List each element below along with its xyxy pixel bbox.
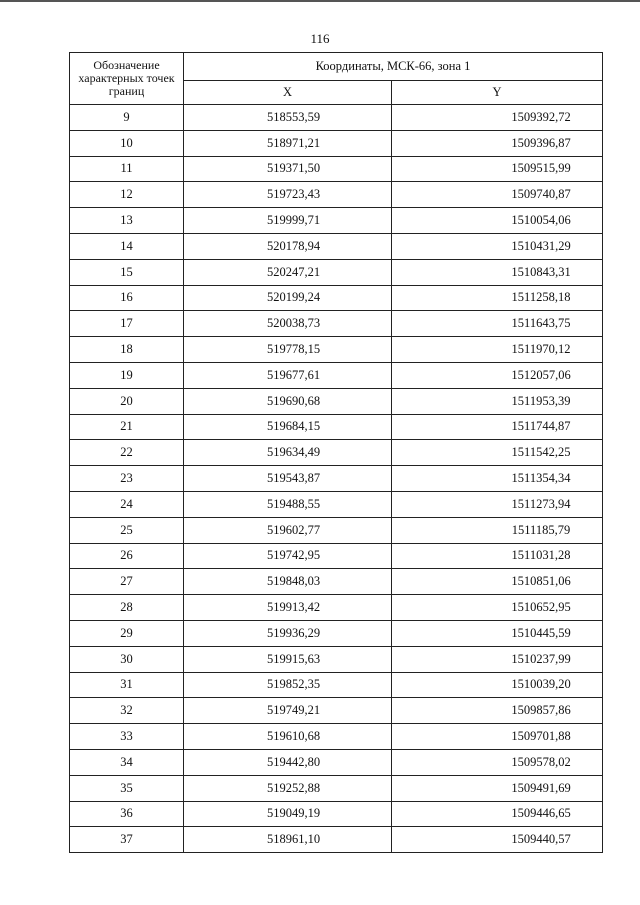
point-cell: 28 bbox=[70, 595, 184, 621]
table-row bbox=[70, 466, 603, 492]
table-row bbox=[70, 620, 603, 646]
x-coordinate-cell: 520199,24 bbox=[184, 285, 392, 311]
point-cell: 10 bbox=[70, 130, 184, 156]
y-coordinate-cell: 1509857,86 bbox=[392, 698, 603, 724]
y-coordinate-cell: 1512057,06 bbox=[392, 362, 603, 388]
x-coordinate-cell: 519049,19 bbox=[184, 801, 392, 827]
y-coordinate-cell: 1511185,79 bbox=[392, 517, 603, 543]
point-cell: 19 bbox=[70, 362, 184, 388]
x-coordinate-cell: 519371,50 bbox=[184, 156, 392, 182]
table-row bbox=[70, 311, 603, 337]
y-coordinate-cell: 1510054,06 bbox=[392, 208, 603, 234]
y-coordinate-cell: 1511354,34 bbox=[392, 466, 603, 492]
x-coordinate-cell: 519634,49 bbox=[184, 440, 392, 466]
table-row bbox=[70, 724, 603, 750]
x-coordinate-cell: 520247,21 bbox=[184, 259, 392, 285]
point-cell: 12 bbox=[70, 182, 184, 208]
point-cell: 23 bbox=[70, 466, 184, 492]
y-coordinate-cell: 1511744,87 bbox=[392, 414, 603, 440]
point-cell: 9 bbox=[70, 105, 184, 131]
table-row bbox=[70, 491, 603, 517]
x-coordinate-cell: 519252,88 bbox=[184, 775, 392, 801]
y-coordinate-cell: 1511031,28 bbox=[392, 543, 603, 569]
table-row bbox=[70, 362, 603, 388]
y-coordinate-cell: 1511273,94 bbox=[392, 491, 603, 517]
point-cell: 14 bbox=[70, 233, 184, 259]
point-cell: 25 bbox=[70, 517, 184, 543]
point-cell: 13 bbox=[70, 208, 184, 234]
page-number: 116 bbox=[310, 31, 330, 46]
x-coordinate-cell: 519913,42 bbox=[184, 595, 392, 621]
point-cell: 24 bbox=[70, 491, 184, 517]
point-cell: 15 bbox=[70, 259, 184, 285]
table-row bbox=[70, 801, 603, 827]
scan-edge-line bbox=[0, 0, 640, 2]
point-column-header: Обозначение характерных точек границ bbox=[70, 53, 184, 105]
table-row bbox=[70, 698, 603, 724]
table-row bbox=[70, 105, 603, 131]
table-body bbox=[70, 105, 603, 853]
y-coordinate-cell: 1510039,20 bbox=[392, 672, 603, 698]
point-cell: 31 bbox=[70, 672, 184, 698]
table-row bbox=[70, 595, 603, 621]
x-coordinate-cell: 519488,55 bbox=[184, 491, 392, 517]
x-coordinate-cell: 519749,21 bbox=[184, 698, 392, 724]
x-coordinate-cell: 519723,43 bbox=[184, 182, 392, 208]
y-coordinate-cell: 1509491,69 bbox=[392, 775, 603, 801]
y-coordinate-cell: 1509392,72 bbox=[392, 105, 603, 131]
y-coordinate-cell: 1510431,29 bbox=[392, 233, 603, 259]
table-row bbox=[70, 259, 603, 285]
table-row bbox=[70, 337, 603, 363]
table-row bbox=[70, 182, 603, 208]
coordinates-table bbox=[69, 52, 603, 853]
table-row bbox=[70, 208, 603, 234]
point-cell: 21 bbox=[70, 414, 184, 440]
x-coordinate-cell: 519610,68 bbox=[184, 724, 392, 750]
y-coordinate-cell: 1509740,87 bbox=[392, 182, 603, 208]
table-row bbox=[70, 388, 603, 414]
table-row bbox=[70, 646, 603, 672]
table-row bbox=[70, 130, 603, 156]
point-cell: 32 bbox=[70, 698, 184, 724]
table-row bbox=[70, 775, 603, 801]
y-coordinate-cell: 1510445,59 bbox=[392, 620, 603, 646]
x-coordinate-cell: 519690,68 bbox=[184, 388, 392, 414]
point-cell: 22 bbox=[70, 440, 184, 466]
x-column-header: X bbox=[184, 81, 392, 105]
point-cell: 27 bbox=[70, 569, 184, 595]
y-coordinate-cell: 1511258,18 bbox=[392, 285, 603, 311]
y-coordinate-cell: 1511542,25 bbox=[392, 440, 603, 466]
x-coordinate-cell: 519915,63 bbox=[184, 646, 392, 672]
point-cell: 29 bbox=[70, 620, 184, 646]
point-cell: 17 bbox=[70, 311, 184, 337]
x-coordinate-cell: 518971,21 bbox=[184, 130, 392, 156]
table-row bbox=[70, 517, 603, 543]
y-coordinate-cell: 1510237,99 bbox=[392, 646, 603, 672]
x-coordinate-cell: 519999,71 bbox=[184, 208, 392, 234]
x-coordinate-cell: 520038,73 bbox=[184, 311, 392, 337]
table-row bbox=[70, 440, 603, 466]
y-coordinate-cell: 1511953,39 bbox=[392, 388, 603, 414]
table-row bbox=[70, 569, 603, 595]
y-coordinate-cell: 1511970,12 bbox=[392, 337, 603, 363]
y-coordinate-cell: 1510843,31 bbox=[392, 259, 603, 285]
x-coordinate-cell: 519936,29 bbox=[184, 620, 392, 646]
y-coordinate-cell: 1509446,65 bbox=[392, 801, 603, 827]
y-column-header: Y bbox=[392, 81, 603, 105]
point-cell: 18 bbox=[70, 337, 184, 363]
point-cell: 26 bbox=[70, 543, 184, 569]
point-cell: 20 bbox=[70, 388, 184, 414]
y-coordinate-cell: 1509440,57 bbox=[392, 827, 603, 853]
point-cell: 16 bbox=[70, 285, 184, 311]
y-coordinate-cell: 1509701,88 bbox=[392, 724, 603, 750]
table-header-row bbox=[70, 53, 603, 81]
x-coordinate-cell: 519848,03 bbox=[184, 569, 392, 595]
y-coordinate-cell: 1510851,06 bbox=[392, 569, 603, 595]
point-cell: 35 bbox=[70, 775, 184, 801]
table-row bbox=[70, 233, 603, 259]
table-row bbox=[70, 156, 603, 182]
point-cell: 36 bbox=[70, 801, 184, 827]
point-cell: 30 bbox=[70, 646, 184, 672]
point-cell: 37 bbox=[70, 827, 184, 853]
y-coordinate-cell: 1509396,87 bbox=[392, 130, 603, 156]
table-row bbox=[70, 827, 603, 853]
point-cell: 11 bbox=[70, 156, 184, 182]
x-coordinate-cell: 518961,10 bbox=[184, 827, 392, 853]
y-coordinate-cell: 1510652,95 bbox=[392, 595, 603, 621]
coordinates-group-header: Координаты, МСК-66, зона 1 bbox=[184, 53, 603, 81]
x-coordinate-cell: 519778,15 bbox=[184, 337, 392, 363]
x-coordinate-cell: 519677,61 bbox=[184, 362, 392, 388]
x-coordinate-cell: 520178,94 bbox=[184, 233, 392, 259]
table-row bbox=[70, 285, 603, 311]
x-coordinate-cell: 519602,77 bbox=[184, 517, 392, 543]
x-coordinate-cell: 519742,95 bbox=[184, 543, 392, 569]
y-coordinate-cell: 1509515,99 bbox=[392, 156, 603, 182]
x-coordinate-cell: 519852,35 bbox=[184, 672, 392, 698]
y-coordinate-cell: 1509578,02 bbox=[392, 749, 603, 775]
x-coordinate-cell: 519684,15 bbox=[184, 414, 392, 440]
x-coordinate-cell: 519442,80 bbox=[184, 749, 392, 775]
y-coordinate-cell: 1511643,75 bbox=[392, 311, 603, 337]
x-coordinate-cell: 519543,87 bbox=[184, 466, 392, 492]
point-cell: 34 bbox=[70, 749, 184, 775]
point-cell: 33 bbox=[70, 724, 184, 750]
table-row bbox=[70, 749, 603, 775]
table-row bbox=[70, 414, 603, 440]
x-coordinate-cell: 518553,59 bbox=[184, 105, 392, 131]
table-row bbox=[70, 672, 603, 698]
table-row bbox=[70, 543, 603, 569]
